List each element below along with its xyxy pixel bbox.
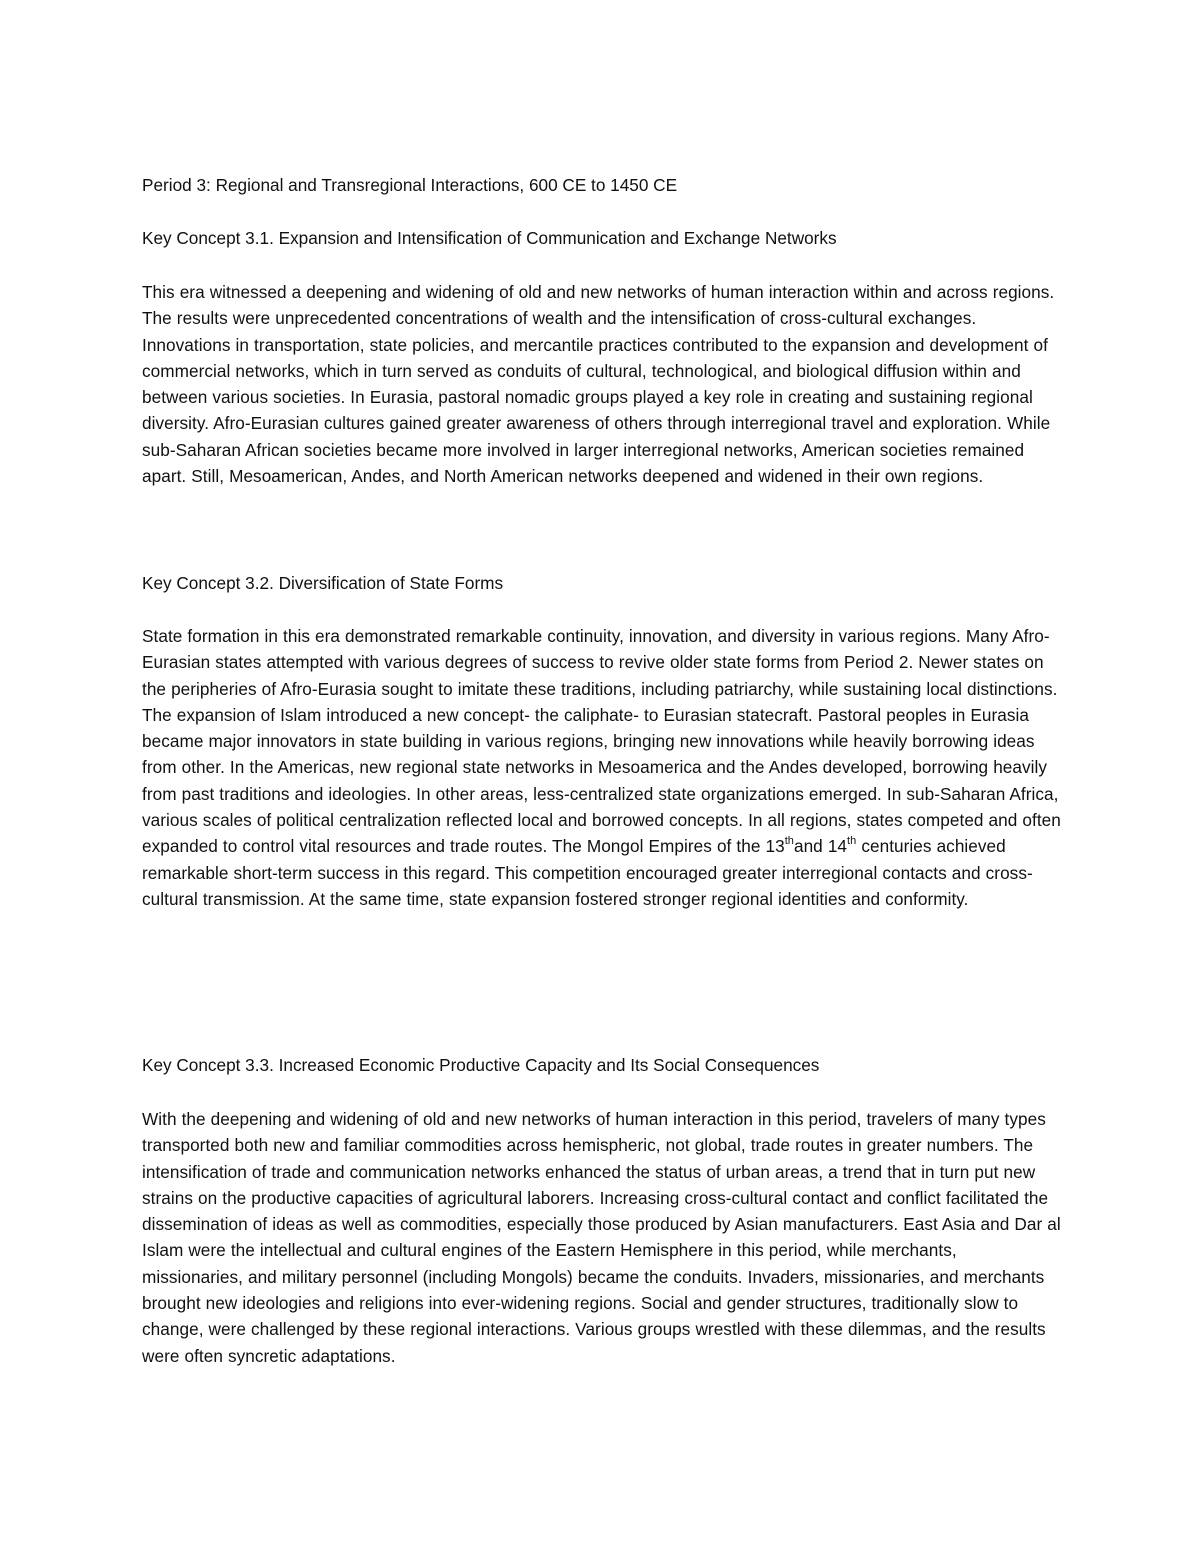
concept-2-heading: Key Concept 3.2. Diversification of State Forms [142,573,504,593]
concept-2-paragraph [142,623,1062,912]
concept-3-heading: Key Concept 3.3. Increased Economic Productive Capacity and Its Social Consequences [142,1055,820,1075]
concept-1-paragraph: This era witnessed a deepening and widening of old and new networks of human interaction within and across regions. The results were unprecedented concentrations of wealth and the intensification of cross-cultural exchanges. Innovations in transportation, state policies, and mercantile practices contributed to the expansion and development of commercial networks, which in turn served as conduits of cultural, technological, and biological diffusion within and between various societies. In Eurasia, pastoral nomadic groups played a key role in creating and sustaining regional diversity. Afro-Eurasian cultures gained greater awareness of others through interregional travel and exploration. While sub-Saharan African societies became more involved in larger interregional networks, American societies remained apart. Still, Mesoamerican, Andes, and North American networks deepened and widened in their own regions. [142,282,1055,487]
concept-1-heading: Key Concept 3.1. Expansion and Intensification of Communication and Exchange Networks [142,228,837,248]
document-title: Period 3: Regional and Transregional Interactions, 600 CE to 1450 CE [142,175,678,195]
concept-2-text-part-3: centuries achieved remarkable short-term success in this regard. This competition encouraged greater interregional contacts and cross-cultural transmission. At the same time, state expansion fostered stronger regional identities and conformity. [142,836,1033,909]
ordinal-suffix-14th: th [847,834,857,847]
concept-2-text-part-2: and 14 [793,836,848,857]
ordinal-suffix-13th: th [784,834,794,847]
concept-3-paragraph: With the deepening and widening of old and new networks of human interaction in this period, travelers of many types transported both new and familiar commodities across hemispheric, not global, trade routes in greater numbers. The intensification of trade and communication networks enhanced the status of urban areas, a trend that in turn put new strains on the productive capacities of agricultural laborers. Increasing cross-cultural contact and conflict facilitated the dissemination of ideas as well as commodities, especially those produced by Asian manufacturers. East Asia and Dar al Islam were the intellectual and cultural engines of the Eastern Hemisphere in this period, while merchants, missionaries, and military personnel (including Mongols) became the conduits. Invaders, missionaries, and merchants brought new ideologies and religions into ever-widening regions. Social and gender structures, traditionally slow to change, were challenged by these regional interactions. Various groups wrestled with these dilemmas, and the results were often syncretic adaptations. [142,1109,1061,1366]
concept-2-text-part-1: State formation in this era demonstrated remarkable continuity, innovation, and diversity in various regions. Many Afro-Eurasian states attempted with various degrees of success to revive older state forms from Period 2. Newer states on the peripheries of Afro-Eurasia sought to imitate these traditions, including patriarchy, while sustaining local distinctions. The expansion of Islam introduced a new concept- the caliphate- to Eurasian statecraft. Pastoral peoples in Eurasia became major innovators in state building in various regions, bringing new innovations while heavily borrowing ideas from other. In the Americas, new regional state networks in Mesoamerica and the Andes developed, borrowing heavily from past traditions and ideologies. In other areas, less-centralized state organizations emerged. In sub-Saharan Africa, various scales of political centralization reflected local and borrowed concepts. In all regions, states competed and often expanded to control vital resources and trade routes. The Mongol Empires of the 13 [142,626,1061,857]
